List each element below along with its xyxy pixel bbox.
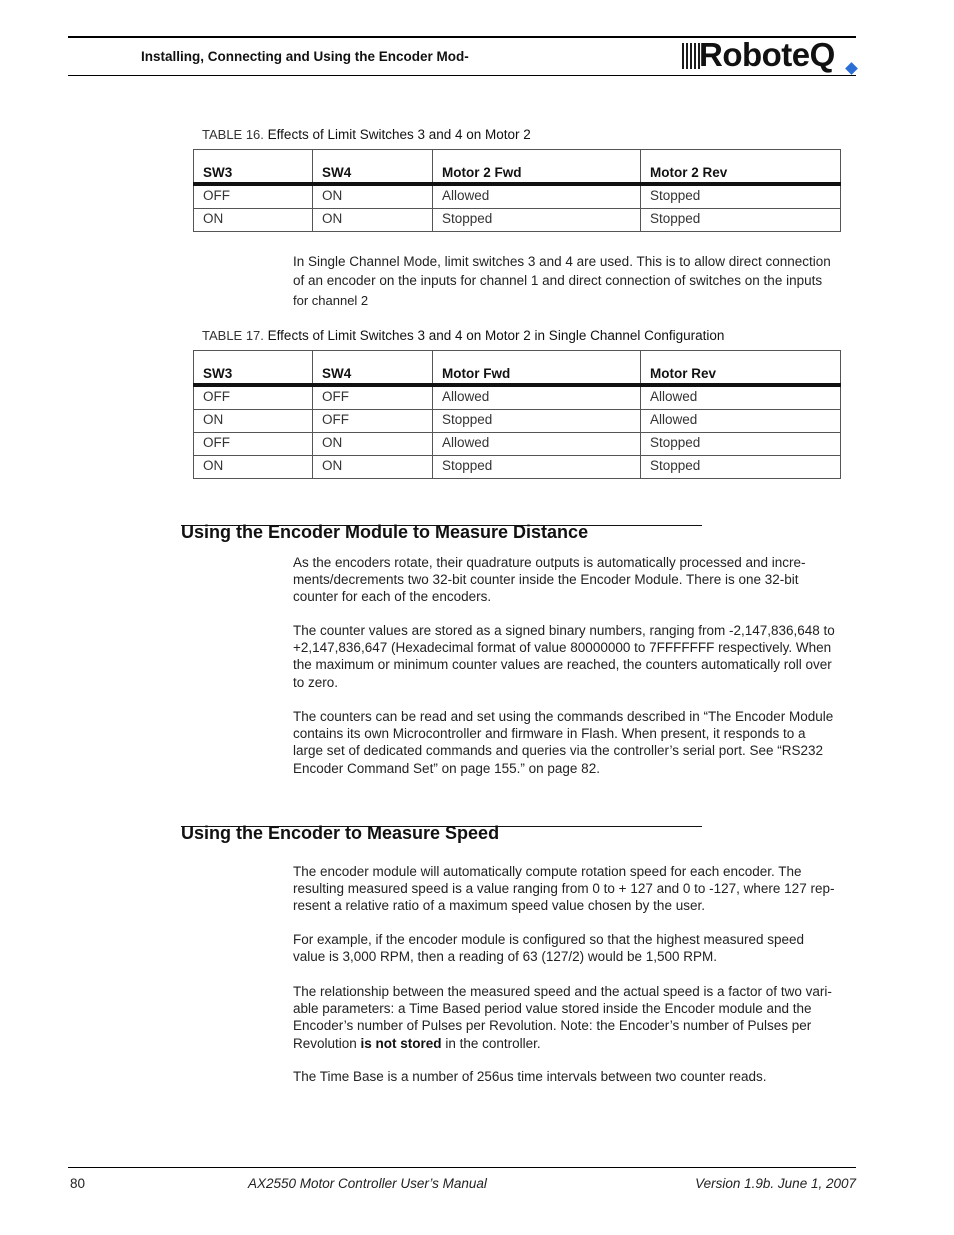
table17-caption-text: Effects of Limit Switches 3 and 4 on Motor 2 in Single Channel Configuration bbox=[267, 328, 725, 343]
table-cell: Stopped bbox=[641, 184, 841, 209]
logo-wordmark: RoboteQ bbox=[699, 36, 835, 73]
table-header-cell: Motor 2 Rev bbox=[641, 150, 841, 185]
text-line: counter for each of the encoders. bbox=[293, 589, 492, 605]
table-row bbox=[194, 184, 841, 209]
table17-caption bbox=[202, 328, 724, 343]
text-line: The relationship between the measured speed and the actual speed is a factor of two vari- bbox=[293, 984, 832, 999]
text-line: large set of dedicated commands and queries via the controller’s serial port. See “RS232 bbox=[293, 743, 824, 759]
section-distance-heading: Using the Encoder Module to Measure Distance bbox=[181, 522, 589, 542]
table-cell: Stopped bbox=[433, 209, 641, 232]
table-row bbox=[194, 385, 841, 410]
text-line: contains its own Microcontroller and firmware in Flash. When present, it responds to a bbox=[293, 726, 806, 742]
table-cell: Allowed bbox=[433, 433, 641, 456]
table-cell: ON bbox=[313, 433, 433, 456]
header-bottom-rule bbox=[68, 75, 856, 76]
text-line: For example, if the encoder module is configured so that the highest measured speed bbox=[293, 932, 805, 947]
logo-accent-icon bbox=[845, 62, 858, 75]
table16-caption-text: Effects of Limit Switches 3 and 4 on Motor 2 bbox=[267, 127, 531, 142]
text-line: the maximum or minimum counter values are reached, the counters automatically roll over bbox=[293, 657, 832, 673]
text-line: +2,147,836,647 (Hexadecimal format of value 80000000 to 7FFFFFFF respectively. When bbox=[293, 640, 832, 656]
table-row bbox=[194, 456, 841, 479]
distance-paragraph-1 bbox=[293, 554, 858, 606]
table-cell: Stopped bbox=[641, 209, 841, 232]
table-cell: OFF bbox=[313, 410, 433, 433]
table-header-row bbox=[194, 351, 841, 386]
table-header-cell: Motor 2 Fwd bbox=[433, 150, 641, 185]
footer-version bbox=[695, 1176, 856, 1191]
logo-bars-icon bbox=[682, 43, 700, 69]
table17 bbox=[193, 350, 841, 479]
table-header-cell: SW3 bbox=[194, 150, 313, 185]
text-line: The Time Base is a number of 256us time intervals between two counter reads. bbox=[293, 1069, 767, 1084]
table-row bbox=[194, 209, 841, 232]
text-line: value is 3,000 RPM, then a reading of 63 (127/2) would be 1,500 RPM. bbox=[293, 949, 718, 965]
speed-paragraph-1 bbox=[293, 863, 858, 915]
table-cell: Allowed bbox=[641, 410, 841, 433]
text-line: able parameters: a Time Based period value stored inside the Encoder module and the bbox=[293, 1001, 812, 1017]
footer-version-text: Version 1.9b. June 1, 2007 bbox=[695, 1176, 856, 1191]
distance-paragraph-3 bbox=[293, 708, 858, 777]
footer-manual-title-text: AX2550 Motor Controller User’s Manual bbox=[248, 1176, 487, 1191]
footer-page-number: 80 bbox=[70, 1176, 86, 1191]
table-cell: Allowed bbox=[433, 385, 641, 410]
table-header-cell: Motor Rev bbox=[641, 351, 841, 386]
table16-caption-label: TABLE 16. bbox=[202, 127, 264, 142]
text-line: The encoder module will automatically compute rotation speed for each encoder. The bbox=[293, 864, 802, 879]
table16 bbox=[193, 149, 841, 232]
table-cell: ON bbox=[313, 209, 433, 232]
text-line: for channel 2 bbox=[293, 293, 369, 308]
text-line: resent a relative ratio of a maximum speed value chosen by the user. bbox=[293, 898, 705, 914]
speed-paragraph-2 bbox=[293, 931, 858, 965]
table-row bbox=[194, 433, 841, 456]
table-header-cell: Motor Fwd bbox=[433, 351, 641, 386]
table-cell: OFF bbox=[194, 433, 313, 456]
table-cell: OFF bbox=[194, 385, 313, 410]
footer-manual-title bbox=[248, 1176, 487, 1191]
table-cell: OFF bbox=[313, 385, 433, 410]
text-line: In Single Channel Mode, limit switches 3 and 4 are used. This is to allow direct connection bbox=[293, 254, 831, 269]
text-line bbox=[293, 1035, 858, 1052]
table-cell: ON bbox=[313, 184, 433, 209]
text-line: resulting measured speed is a value ranging from 0 to + 127 and 0 to -127, where 127 rep- bbox=[293, 881, 835, 897]
table-cell: ON bbox=[313, 456, 433, 479]
text-line: As the encoders rotate, their quadrature outputs is automatically processed and incre- bbox=[293, 555, 806, 570]
speed-paragraph-4 bbox=[293, 1068, 858, 1085]
table-row bbox=[194, 410, 841, 433]
table-header-cell: SW4 bbox=[313, 351, 433, 386]
table-header-cell: SW4 bbox=[313, 150, 433, 185]
table-cell: ON bbox=[194, 456, 313, 479]
text-run: in the controller. bbox=[441, 1035, 541, 1051]
speed-paragraph-3 bbox=[293, 983, 858, 1052]
single-channel-note bbox=[293, 253, 858, 311]
table16-caption bbox=[202, 127, 531, 142]
table-cell: OFF bbox=[194, 184, 313, 209]
table-header-row bbox=[194, 150, 841, 185]
text-line: of an encoder on the inputs for channel 1 and direct connection of switches on the inputs bbox=[293, 272, 823, 288]
table17-caption-label: TABLE 17. bbox=[202, 328, 264, 343]
bold-text-run: is not stored bbox=[360, 1035, 442, 1051]
table-cell: Stopped bbox=[433, 456, 641, 479]
roboteq-logo bbox=[682, 36, 858, 74]
text-line: Encoder’s number of Pulses per Revolution. Note: the Encoder’s number of Pulses per bbox=[293, 1018, 812, 1034]
text-line: ments/decrements two 32-bit counter inside the Encoder Module. There is one 32-bit bbox=[293, 572, 799, 588]
section-speed-heading: Using the Encoder to Measure Speed bbox=[181, 823, 500, 843]
table-header-cell: SW3 bbox=[194, 351, 313, 386]
table-cell: Allowed bbox=[433, 184, 641, 209]
text-line: to zero. bbox=[293, 674, 339, 690]
text-line: The counter values are stored as a signed binary numbers, ranging from -2,147,836,648 to bbox=[293, 623, 835, 638]
text-run: Revolution bbox=[293, 1035, 361, 1051]
header-chapter-title: Installing, Connecting and Using the Encoder Mod- bbox=[141, 49, 469, 64]
table-cell: Stopped bbox=[433, 410, 641, 433]
table-cell: ON bbox=[194, 410, 313, 433]
table-cell: Stopped bbox=[641, 433, 841, 456]
footer-rule bbox=[68, 1167, 856, 1168]
table-cell: Stopped bbox=[641, 456, 841, 479]
table-cell: ON bbox=[194, 209, 313, 232]
text-line: Encoder Command Set” on page 155.” on page 82. bbox=[293, 760, 600, 776]
table-cell: Allowed bbox=[641, 385, 841, 410]
text-line: The counters can be read and set using the commands described in “The Encoder Module bbox=[293, 709, 834, 724]
distance-paragraph-2 bbox=[293, 622, 858, 691]
